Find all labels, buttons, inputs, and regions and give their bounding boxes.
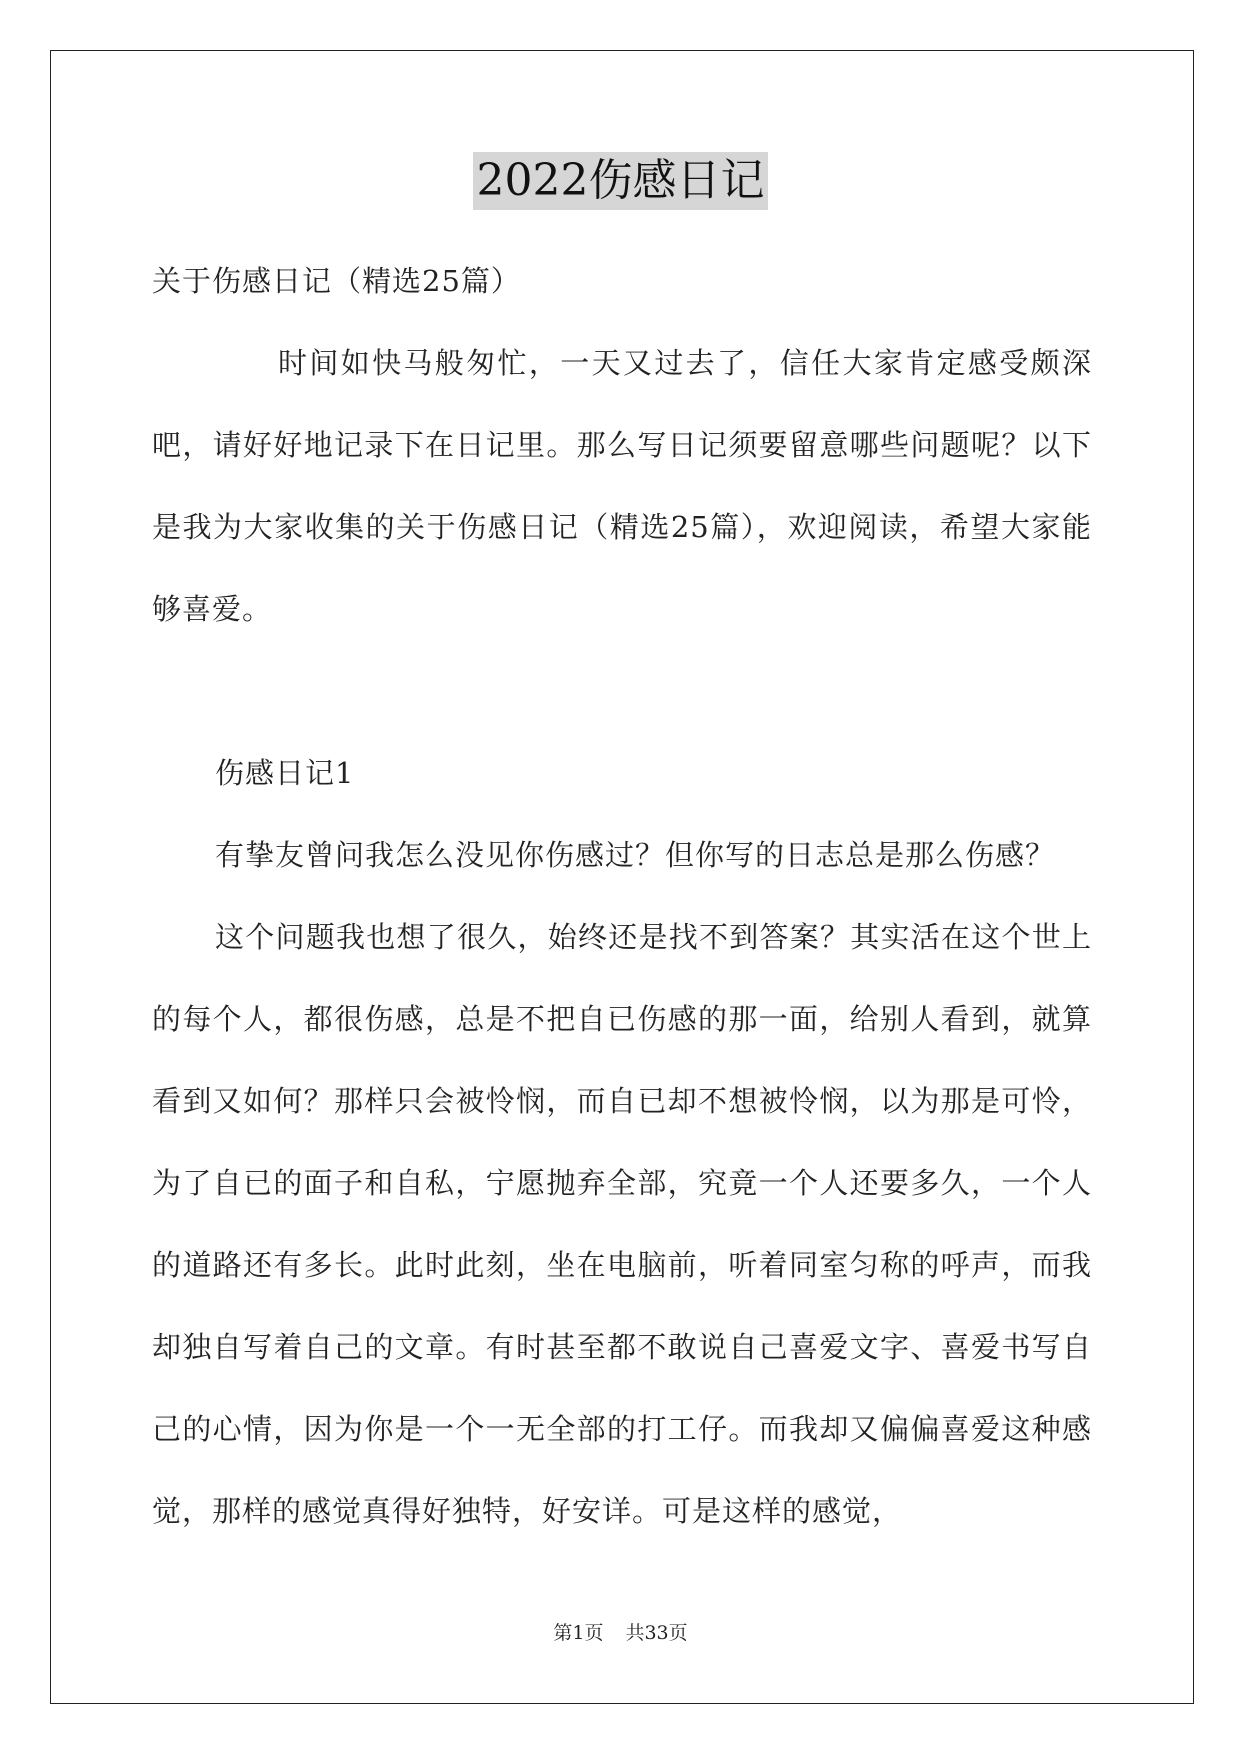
page-number: 第1页 [553,1622,604,1644]
document-subtitle: 关于伤感日记（精选25篇） [152,264,521,298]
section-spacer [152,650,1092,732]
body-paragraph-1: 有挚友曾问我怎么没见你伤感过？但你写的日志总是那么伤感？ [215,838,1056,872]
document-body [152,240,1092,1552]
intro-paragraph: 时间如快马般匆忙，一天又过去了，信任大家肯定感受颇深吧，请好好地记录下在日记里。那么写日记须要留意哪些问题呢？以下是我为大家收集的关于伤感日记（精选25篇），欢迎阅读，希望大家能够喜爱。 [152,346,1092,626]
page-total: 共33页 [625,1622,688,1644]
page-footer [0,1618,1241,1645]
body-paragraph-2: 这个问题我也想了很久，始终还是找不到答案？其实活在这个世上的每个人，都很伤感，总是不把自已伤感的那一面，给别人看到，就算看到又如何？那样只会被怜悯，而自已却不想被怜悯，以为那是可怜，为了自已的面子和自私，宁愿抛弃全部，究竟一个人还要多久，一个人的道路还有多长。此时此刻，坐在电脑前，听着同室匀称的呼声，而我却独自写着自己的文章。有时甚至都不敢说自己喜爱文字、喜爱书写自己的心情，因为你是一个一无全部的打工仔。而我却又偏偏喜爱这种感觉，那样的感觉真得好独特，好安详。可是这样的感觉， [152,920,1092,1528]
section-heading: 伤感日记1 [215,756,355,790]
title-container [0,152,1241,210]
document-title: 2022伤感日记 [473,152,769,210]
